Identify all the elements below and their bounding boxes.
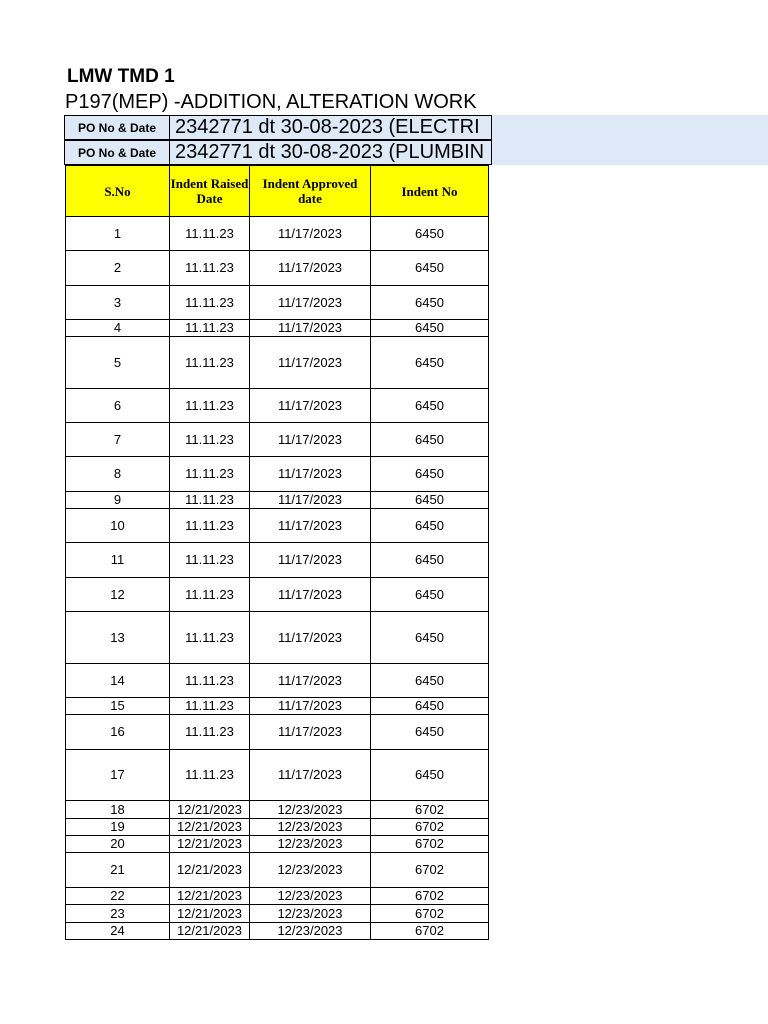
- indent-no-cell[interactable]: 6450: [371, 286, 489, 320]
- approved-date-cell[interactable]: 11/17/2023: [250, 423, 371, 457]
- table-row: [66, 664, 489, 698]
- raised-date-cell[interactable]: 11.11.23: [170, 251, 250, 286]
- approved-date-cell[interactable]: 12/23/2023: [250, 905, 371, 923]
- sno-cell[interactable]: 22: [66, 888, 170, 905]
- approved-date-cell[interactable]: 11/17/2023: [250, 612, 371, 664]
- table-row: [66, 698, 489, 715]
- approved-date-cell[interactable]: 12/23/2023: [250, 923, 371, 940]
- raised-date-cell[interactable]: 11.11.23: [170, 320, 250, 337]
- indent-no-cell[interactable]: 6450: [371, 698, 489, 715]
- column-header-approved-date[interactable]: Indent Approved date: [250, 166, 371, 217]
- approved-date-cell[interactable]: 11/17/2023: [250, 337, 371, 389]
- sno-cell[interactable]: 6: [66, 389, 170, 423]
- sno-cell[interactable]: 23: [66, 905, 170, 923]
- approved-date-cell[interactable]: 12/23/2023: [250, 853, 371, 888]
- sno-cell[interactable]: 7: [66, 423, 170, 457]
- indent-no-cell[interactable]: 6450: [371, 509, 489, 543]
- sno-cell[interactable]: 16: [66, 715, 170, 750]
- approved-date-cell[interactable]: 12/23/2023: [250, 819, 371, 836]
- indent-no-cell[interactable]: 6450: [371, 217, 489, 251]
- indent-no-cell[interactable]: 6702: [371, 923, 489, 940]
- table-row: [66, 612, 489, 664]
- approved-date-cell[interactable]: 11/17/2023: [250, 217, 371, 251]
- raised-date-cell[interactable]: 12/21/2023: [170, 836, 250, 853]
- raised-date-cell[interactable]: 11.11.23: [170, 457, 250, 492]
- table-row: [66, 715, 489, 750]
- indent-no-cell[interactable]: 6702: [371, 819, 489, 836]
- sno-cell[interactable]: 21: [66, 853, 170, 888]
- sheet-title: LMW TMD 1: [67, 66, 175, 87]
- table-row: [66, 578, 489, 612]
- raised-date-cell[interactable]: 11.11.23: [170, 750, 250, 801]
- approved-date-cell[interactable]: 12/23/2023: [250, 801, 371, 819]
- table-row: [66, 923, 489, 940]
- table-row: [66, 819, 489, 836]
- table-row: [66, 337, 489, 389]
- table-row: [66, 509, 489, 543]
- indent-no-cell[interactable]: 6450: [371, 320, 489, 337]
- indent-no-cell[interactable]: 6450: [371, 492, 489, 509]
- indent-no-cell[interactable]: 6450: [371, 337, 489, 389]
- sno-cell[interactable]: 5: [66, 337, 170, 389]
- sno-cell[interactable]: 2: [66, 251, 170, 286]
- indent-no-cell[interactable]: 6450: [371, 389, 489, 423]
- indent-no-cell[interactable]: 6450: [371, 251, 489, 286]
- sno-cell[interactable]: 20: [66, 836, 170, 853]
- raised-date-cell[interactable]: 11.11.23: [170, 423, 250, 457]
- raised-date-cell[interactable]: 12/21/2023: [170, 853, 250, 888]
- table-row: [66, 457, 489, 492]
- sheet-subtitle-cell[interactable]: [64, 89, 492, 115]
- column-header-raised-date[interactable]: Indent Raised Date: [170, 166, 250, 217]
- table-row: [66, 750, 489, 801]
- raised-date-cell[interactable]: 12/21/2023: [170, 923, 250, 940]
- raised-date-cell[interactable]: 11.11.23: [170, 492, 250, 509]
- table-row: [66, 286, 489, 320]
- table-row: [66, 836, 489, 853]
- column-header-sno[interactable]: S.No: [66, 166, 170, 217]
- sno-cell[interactable]: 19: [66, 819, 170, 836]
- approved-date-cell[interactable]: 11/17/2023: [250, 389, 371, 423]
- po-value-cell[interactable]: [170, 115, 492, 140]
- raised-date-cell[interactable]: 11.11.23: [170, 543, 250, 578]
- table-row: [66, 389, 489, 423]
- approved-date-cell[interactable]: 11/17/2023: [250, 509, 371, 543]
- table-row: [66, 853, 489, 888]
- sno-cell[interactable]: 9: [66, 492, 170, 509]
- indent-no-cell[interactable]: 6702: [371, 836, 489, 853]
- raised-date-cell[interactable]: 11.11.23: [170, 715, 250, 750]
- po-value: 2342771 dt 30-08-2023 (PLUMBIN: [175, 141, 485, 163]
- indent-no-cell[interactable]: 6450: [371, 750, 489, 801]
- raised-date-cell[interactable]: 12/21/2023: [170, 801, 250, 819]
- sno-cell[interactable]: 12: [66, 578, 170, 612]
- sno-cell[interactable]: 1: [66, 217, 170, 251]
- indent-no-cell[interactable]: 6702: [371, 888, 489, 905]
- approved-date-cell[interactable]: 12/23/2023: [250, 888, 371, 905]
- approved-date-cell[interactable]: 11/17/2023: [250, 492, 371, 509]
- approved-date-cell[interactable]: 11/17/2023: [250, 543, 371, 578]
- table-row: [66, 905, 489, 923]
- raised-date-cell[interactable]: 11.11.23: [170, 337, 250, 389]
- sno-cell[interactable]: 14: [66, 664, 170, 698]
- raised-date-cell[interactable]: 11.11.23: [170, 389, 250, 423]
- sno-cell[interactable]: 18: [66, 801, 170, 819]
- raised-date-cell[interactable]: 11.11.23: [170, 578, 250, 612]
- sno-cell[interactable]: 10: [66, 509, 170, 543]
- approved-date-cell[interactable]: 11/17/2023: [250, 457, 371, 492]
- approved-date-cell[interactable]: 12/23/2023: [250, 836, 371, 853]
- sno-cell[interactable]: 4: [66, 320, 170, 337]
- raised-date-cell[interactable]: 11.11.23: [170, 217, 250, 251]
- indent-table: [65, 165, 489, 940]
- po-value: 2342771 dt 30-08-2023 (ELECTRI: [175, 116, 480, 138]
- raised-date-cell[interactable]: 12/21/2023: [170, 888, 250, 905]
- sheet-subtitle: P197(MEP) -ADDITION, ALTERATION WORK: [65, 91, 477, 113]
- raised-date-cell[interactable]: 12/21/2023: [170, 905, 250, 923]
- raised-date-cell[interactable]: 11.11.23: [170, 612, 250, 664]
- po-value-cell[interactable]: [170, 140, 492, 165]
- table-row: [66, 217, 489, 251]
- approved-date-cell[interactable]: 11/17/2023: [250, 578, 371, 612]
- indent-no-cell[interactable]: 6702: [371, 853, 489, 888]
- table-header-row: [66, 166, 489, 217]
- table-row: [66, 423, 489, 457]
- table-row: [66, 543, 489, 578]
- raised-date-cell[interactable]: 11.11.23: [170, 664, 250, 698]
- table-row: [66, 888, 489, 905]
- sno-cell[interactable]: 11: [66, 543, 170, 578]
- indent-no-cell[interactable]: 6450: [371, 543, 489, 578]
- approved-date-cell[interactable]: 11/17/2023: [250, 251, 371, 286]
- approved-date-cell[interactable]: 11/17/2023: [250, 750, 371, 801]
- indent-no-cell[interactable]: 6450: [371, 612, 489, 664]
- sno-cell[interactable]: 17: [66, 750, 170, 801]
- indent-no-cell[interactable]: 6702: [371, 801, 489, 819]
- po-row-electrical[interactable]: [64, 115, 768, 140]
- table-row: [66, 320, 489, 337]
- table-row: [66, 492, 489, 509]
- approved-date-cell[interactable]: 11/17/2023: [250, 664, 371, 698]
- approved-date-cell[interactable]: 11/17/2023: [250, 320, 371, 337]
- raised-date-cell[interactable]: 11.11.23: [170, 286, 250, 320]
- indent-no-cell[interactable]: 6450: [371, 715, 489, 750]
- approved-date-cell[interactable]: 11/17/2023: [250, 698, 371, 715]
- sno-cell[interactable]: 3: [66, 286, 170, 320]
- table-row: [66, 251, 489, 286]
- indent-no-cell[interactable]: 6450: [371, 578, 489, 612]
- indent-no-cell[interactable]: 6450: [371, 664, 489, 698]
- po-label: PO No & Date: [64, 140, 170, 165]
- sno-cell[interactable]: 13: [66, 612, 170, 664]
- column-header-indent-no[interactable]: Indent No: [371, 166, 489, 217]
- sno-cell[interactable]: 15: [66, 698, 170, 715]
- approved-date-cell[interactable]: 11/17/2023: [250, 715, 371, 750]
- indent-no-cell[interactable]: 6702: [371, 905, 489, 923]
- raised-date-cell[interactable]: 11.11.23: [170, 509, 250, 543]
- raised-date-cell[interactable]: 11.11.23: [170, 698, 250, 715]
- raised-date-cell[interactable]: 12/21/2023: [170, 819, 250, 836]
- approved-date-cell[interactable]: 11/17/2023: [250, 286, 371, 320]
- indent-no-cell[interactable]: 6450: [371, 423, 489, 457]
- po-row-plumbing[interactable]: [64, 140, 768, 165]
- table-row: [66, 801, 489, 819]
- sno-cell[interactable]: 8: [66, 457, 170, 492]
- sno-cell[interactable]: 24: [66, 923, 170, 940]
- indent-no-cell[interactable]: 6450: [371, 457, 489, 492]
- po-label: PO No & Date: [64, 115, 170, 140]
